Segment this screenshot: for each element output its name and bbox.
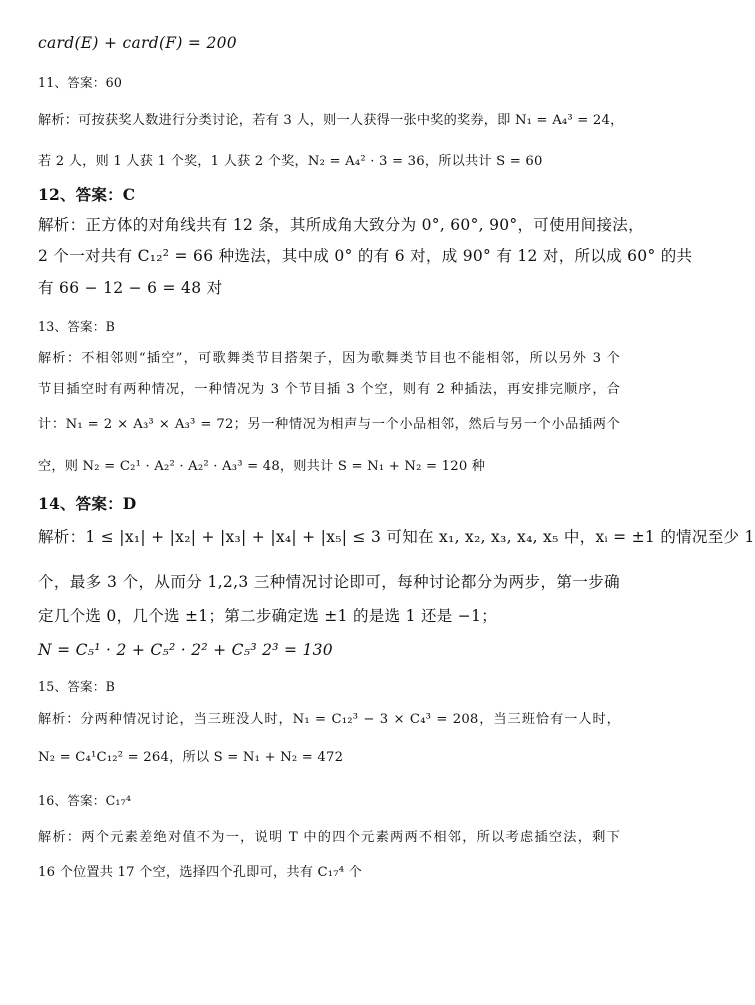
answer-15: 15、答案：B: [38, 679, 116, 694]
answer-12: 12、答案：C: [38, 185, 136, 204]
explain-16-line-2: 16 个位置共 17 个空，选择四个孔即可，共有 C₁₇⁴ 个: [38, 865, 363, 880]
explain-14-line-2: 个，最多 3 个，从而分 1,2,3 三种情况讨论即可，每种讨论都分为两步，第一步确: [38, 573, 620, 591]
explain-12-line-3: 有 66 − 12 − 6 = 48 对: [38, 279, 223, 297]
explain-15-line-1: 解析：分两种情况讨论，当三班没人时，N₁ = C₁₂³ − 3 × C₄³ = 208，当三班恰有一人时，: [38, 712, 620, 727]
explain-14-line-3: 定几个选 0，几个选 ±1；第二步确定选 ±1 的是选 1 还是 −1；: [38, 607, 498, 625]
answer-11: 11、答案：60: [38, 75, 123, 90]
explain-12-line-2: 2 个一对共有 C₁₂² = 66 种选法，其中成 0° 的有 6 对，成 90° 有 12 对，所以成 60° 的共: [38, 247, 693, 265]
explain-13-line-2: 节目插空时有两种情况，一种情况为 3 个节目插 3 个空，则有 2 种插法，再安排完顺序，合: [38, 382, 620, 397]
explain-13-line-4: 空，则 N₂ = C₂¹ · A₂² · A₂² · A₃³ = 48，则共计 S = N₁ + N₂ = 120 种: [38, 459, 486, 474]
explain-16-line-1: 解析：两个元素差绝对值不为一，说明 T 中的四个元素两两不相邻，所以考虑插空法，剩下: [38, 830, 620, 845]
explain-11-line-2: 若 2 人，则 1 人获 1 个奖，1 人获 2 个奖，N₂ = A₄² · 3 = 36，所以共计 S = 60: [38, 154, 543, 169]
answer-16: 16、答案：C₁₇⁴: [38, 793, 132, 808]
answer-14: 14、答案：D: [38, 494, 137, 513]
explain-12-line-1: 解析：正方体的对角线共有 12 条，其所成角大致分为 0°, 60°, 90°，可使用间接法，: [38, 216, 644, 234]
explain-11-line-1: 解析：可按获奖人数进行分类讨论，若有 3 人，则一人获得一张中奖的奖券，即 N₁ = A₄³ = 24，: [38, 113, 624, 128]
explain-15-line-2: N₂ = C₄¹C₁₂² = 264，所以 S = N₁ + N₂ = 472: [38, 750, 344, 765]
answer-13: 13、答案：B: [38, 319, 116, 334]
explain-14-line-4: N = C₅¹ · 2 + C₅² · 2² + C₅³ 2³ = 130: [38, 641, 333, 659]
explain-13-line-3: 计：N₁ = 2 × A₃³ × A₃³ = 72；另一种情况为相声与一个小品相邻，然后与另一个小品插两个: [38, 417, 620, 432]
explain-14-line-1: 解析：1 ≤ |x₁| + |x₂| + |x₃| + |x₄| + |x₅| ≤ 3 可知在 x₁, x₂, x₃, x₄, x₅ 中，xᵢ = ±1 的情况至少 1: [38, 528, 755, 546]
line-card-sum: card(E) + card(F) = 200: [38, 34, 237, 52]
explain-13-line-1: 解析：不相邻则“插空”，可歌舞类节目搭架子，因为歌舞类节目也不能相邻，所以另外 3 个: [38, 351, 620, 366]
